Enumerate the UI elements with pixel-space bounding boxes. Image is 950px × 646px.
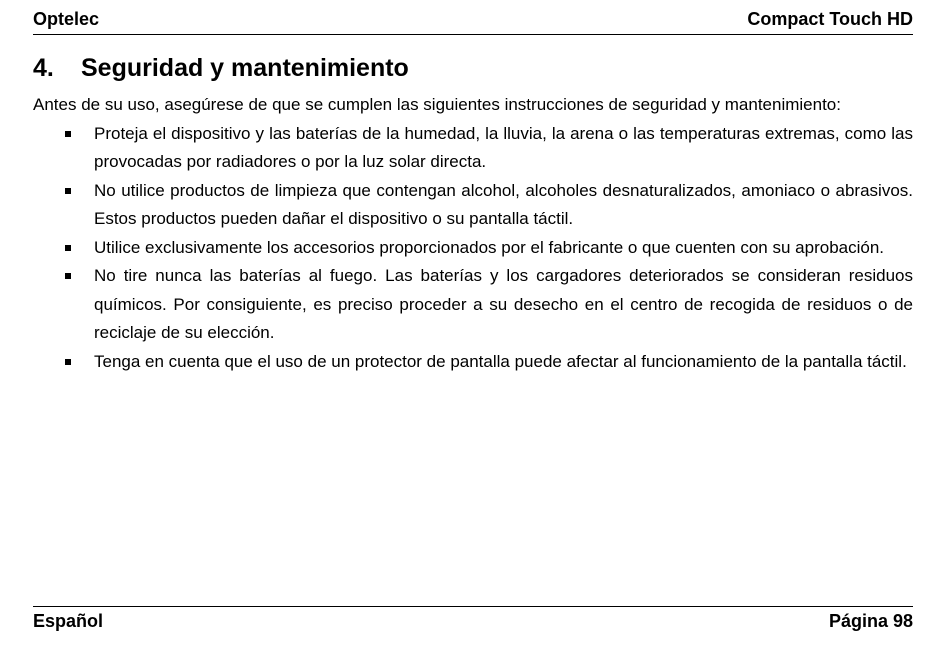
square-bullet-icon: [65, 359, 71, 365]
list-item: [33, 348, 913, 377]
square-bullet-icon: [65, 245, 71, 251]
footer-language: Español: [33, 611, 104, 631]
list-item: [33, 234, 913, 263]
list-item-text: No utilice productos de limpieza que contengan alcohol, alcoholes desnaturalizados, amoniaco o abrasivos. Estos productos pueden dañar el dispositivo o su pantalla táctil.: [94, 180, 913, 228]
square-bullet-icon: [65, 188, 71, 194]
document-page: [33, 0, 913, 646]
page-number: Página 98: [828, 611, 913, 631]
section-number: 4.: [33, 54, 54, 82]
section-title: Seguridad y mantenimiento: [81, 54, 409, 82]
page-header: [33, 8, 913, 35]
list-item: [33, 120, 913, 177]
list-item-text: Proteja el dispositivo y las baterías de la humedad, la lluvia, la arena o las temperaturas extremas, como las provocadas por radiadores o por la luz solar directa.: [94, 123, 913, 171]
header-brand: Optelec: [33, 9, 100, 29]
section-heading: [33, 54, 409, 83]
list-item: [33, 177, 913, 234]
safety-list: [33, 120, 913, 377]
intro-paragraph: Antes de su uso, asegúrese de que se cumplen las siguientes instrucciones de seguridad y mantenimiento:: [33, 95, 841, 114]
page-footer: [33, 606, 913, 637]
list-item-text: Tenga en cuenta que el uso de un protector de pantalla puede afectar al funcionamiento de la pantalla táctil.: [94, 351, 907, 371]
list-item: [33, 262, 913, 348]
section-body: [33, 91, 913, 376]
square-bullet-icon: [65, 131, 71, 137]
square-bullet-icon: [65, 273, 71, 279]
list-item-text: No tire nunca las baterías al fuego. Las baterías y los cargadores deteriorados se consideran residuos químicos. Por consiguiente, es preciso proceder a su desecho en el centro de recogida de residuos o de reciclaje de su elección.: [94, 266, 913, 342]
list-item-text: Utilice exclusivamente los accesorios proporcionados por el fabricante o que cuenten con su aprobación.: [94, 237, 885, 257]
header-product: Compact Touch HD: [747, 9, 913, 29]
